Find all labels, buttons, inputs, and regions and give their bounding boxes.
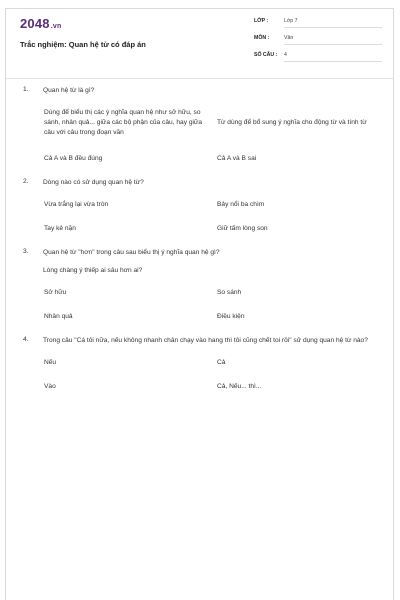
- quiz-title: Trắc nghiệm: Quan hệ từ có đáp án: [20, 40, 146, 49]
- answer-option-b[interactable]: So sánh: [217, 289, 242, 296]
- answer-option-b[interactable]: Bảy nổi ba chìm: [217, 201, 265, 208]
- question-text: Quan hệ từ là gì?: [43, 87, 95, 94]
- site-logo[interactable]: [20, 16, 61, 31]
- meta-count-row: [254, 50, 382, 65]
- answer-option-d[interactable]: Cả A và B sai: [217, 155, 257, 162]
- question-text: Trong câu "Cá tôi nữa, nếu không nhanh chân chạy vào hang thì tôi cũng chết toi rồi" sử dụng quan hệ từ nào?: [43, 337, 368, 344]
- question-number: 4.: [23, 336, 29, 343]
- answer-option-a[interactable]: Dùng để biểu thị các ý nghĩa quan hệ như sở hữu, so sánh, nhân quả... giữa các bộ phận của câu, hay giữa câu với câu trong đoạn văn: [44, 109, 203, 136]
- meta-subject-row: [254, 33, 382, 48]
- answer-options: [6, 108, 393, 164]
- question-quote: Lòng chàng ý thiếp ai sâu hơn ai?: [43, 267, 143, 274]
- answer-option-b[interactable]: Cả: [217, 359, 226, 366]
- answer-option-a[interactable]: Vừa trắng lại vừa tròn: [44, 201, 109, 208]
- answer-option-c[interactable]: Nhân quả: [44, 313, 73, 320]
- quiz-header: [6, 9, 393, 79]
- meta-count-label: SỐ CÂU :: [254, 52, 278, 58]
- meta-subject-value: Văn: [284, 35, 382, 45]
- logo-suffix: .vn: [50, 23, 62, 30]
- answer-option-d[interactable]: Cả, Nếu... thì...: [217, 383, 262, 390]
- question-number: 2.: [23, 178, 29, 185]
- answer-option-a[interactable]: Nếu: [44, 359, 57, 366]
- question-text: Quan hệ từ "hơn" trong câu sau biểu thị ý nghĩa quan hệ gì?: [43, 249, 220, 256]
- question-number: 3.: [23, 248, 29, 255]
- meta-class-value: Lớp 7: [284, 18, 382, 28]
- answer-options: [6, 358, 393, 392]
- question-4: [6, 336, 393, 392]
- answer-option-a[interactable]: Sở hữu: [44, 289, 67, 296]
- answer-options: [6, 288, 393, 322]
- question-number: 1.: [23, 86, 29, 93]
- meta-class-label: LỚP :: [254, 18, 269, 24]
- answer-options: [6, 200, 393, 234]
- question-list: [6, 86, 393, 392]
- question-text: Dòng nào có sử dụng quan hệ từ?: [43, 179, 144, 186]
- answer-option-c[interactable]: Tay kẻ nặn: [44, 225, 76, 232]
- quiz-meta: [254, 16, 382, 67]
- answer-option-c[interactable]: Vào: [44, 383, 56, 390]
- quiz-page: [5, 8, 394, 600]
- meta-count-value: 4: [284, 52, 382, 62]
- answer-option-d[interactable]: Điều kiện: [217, 313, 245, 320]
- question-3: [6, 248, 393, 322]
- logo-main: 2048: [20, 16, 50, 31]
- answer-option-b[interactable]: Từ dùng để bổ sung ý nghĩa cho động từ và tính từ: [217, 119, 367, 126]
- answer-option-d[interactable]: Giữ tấm lòng son: [217, 225, 268, 232]
- meta-subject-label: MÔN :: [254, 35, 270, 41]
- meta-class-row: [254, 16, 382, 31]
- answer-option-c[interactable]: Cả A và B đều đúng: [44, 155, 103, 162]
- question-2: [6, 178, 393, 234]
- question-1: [6, 86, 393, 164]
